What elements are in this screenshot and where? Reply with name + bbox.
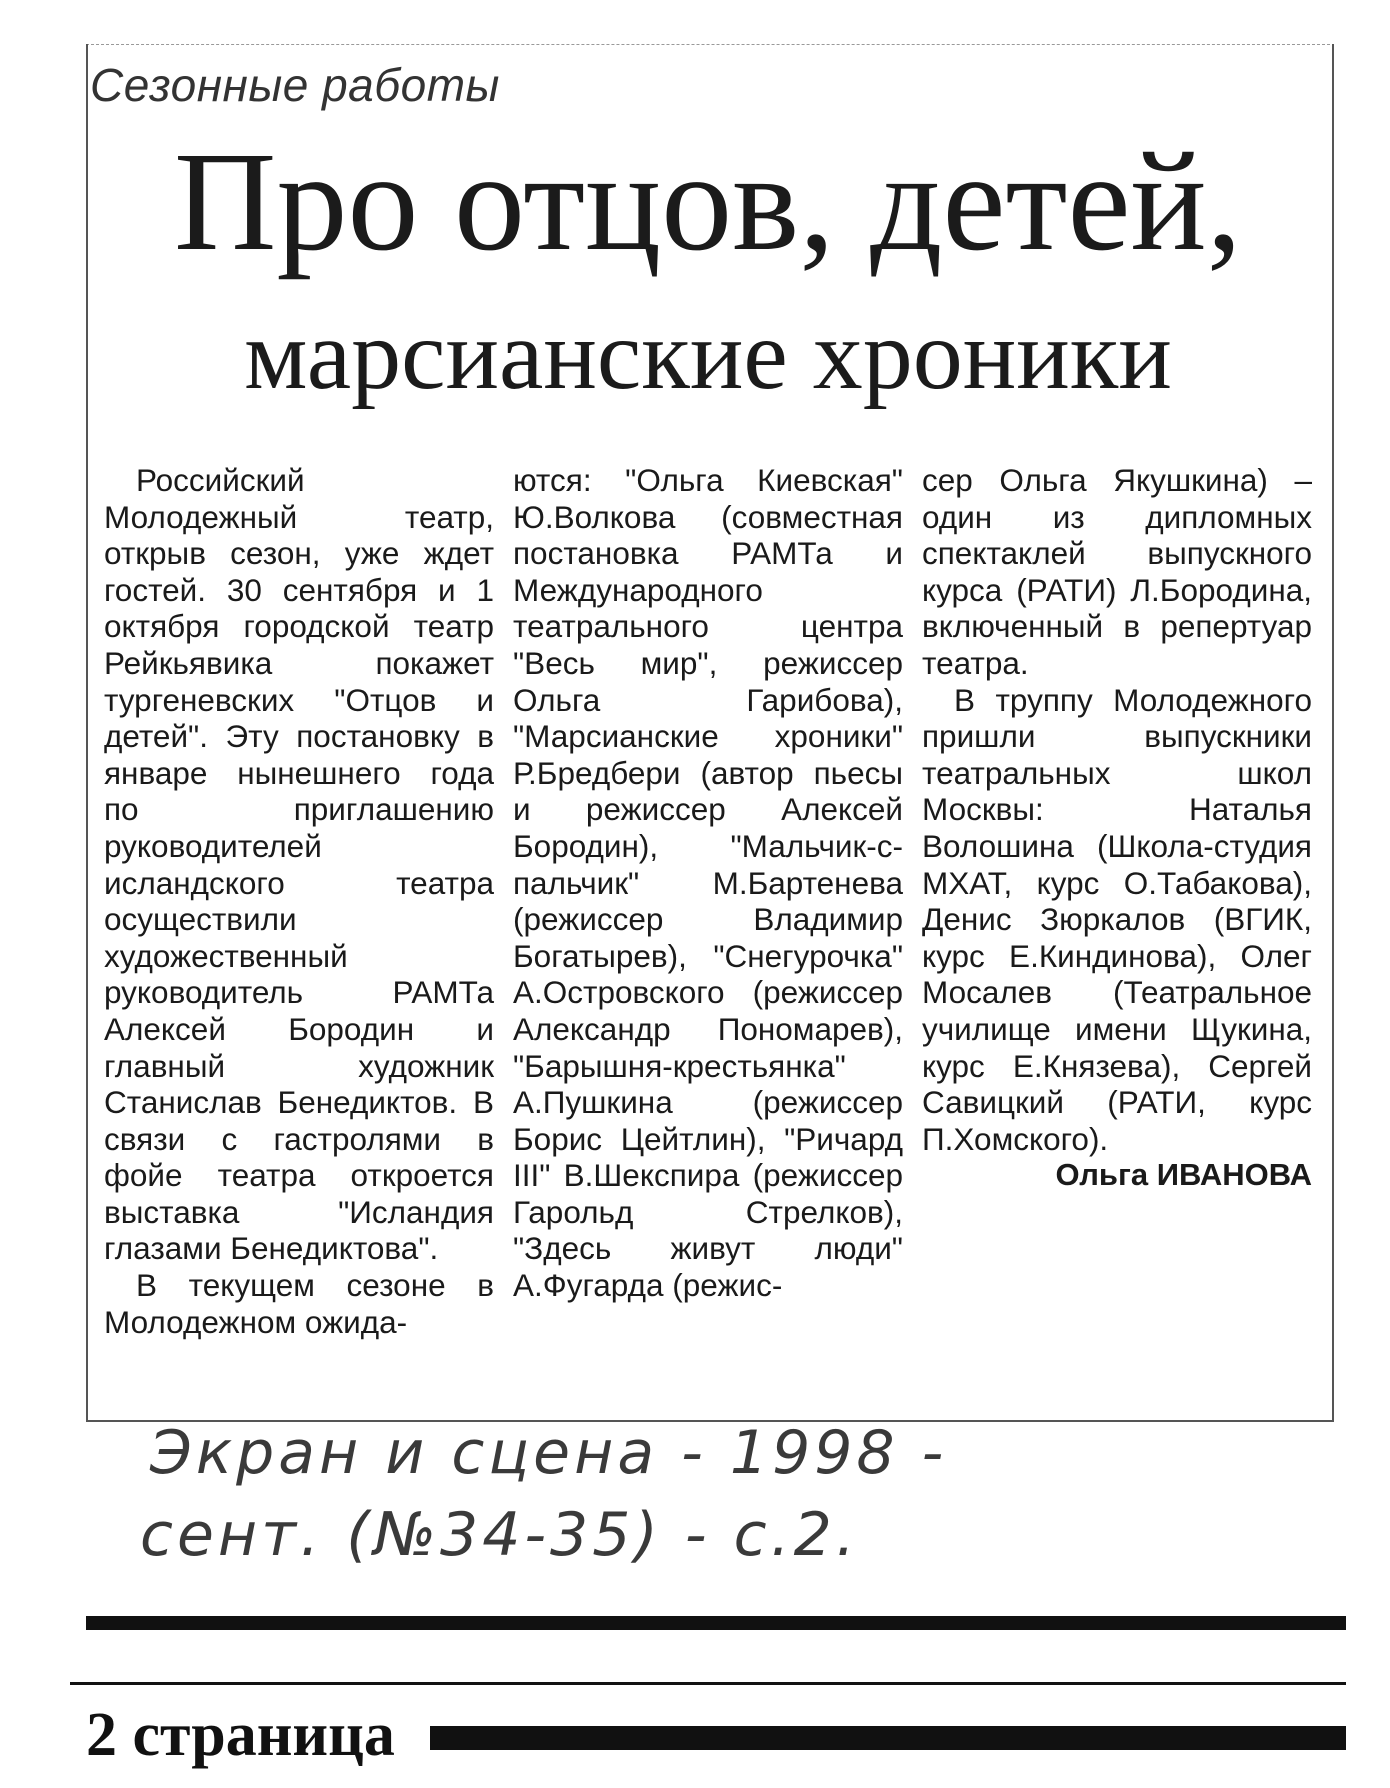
divider-thick: [86, 1616, 1346, 1630]
divider-thin: [70, 1682, 1346, 1685]
paragraph: Российский Молодежный театр, открыв сезон, уже ждет гостей. 30 сентября и 1 октября городской театр Рейкьявика покажет тургеневских "Отцов и детей". Эту постановку в январе нынешнего года по приглашению руководителей исландского театра осуществили художественный руководитель РАМТа Алексей Бородин и главный художник Станислав Бенедиктов. В связи с гастролями в фойе театра откроется выставка "Исландия глазами Бенедиктова".: [104, 462, 494, 1267]
article-column-3: [922, 462, 1312, 1382]
page-label: 2 страница: [86, 1701, 395, 1769]
paragraph: сер Ольга Якушкина) – один из дипломных спектаклей выпускного курса (РАТИ) Л.Бородина, включенный в репертуар театра.: [922, 462, 1312, 681]
handwritten-note-line-2: сент. (№34-35) - с.2.: [140, 1500, 859, 1570]
article-body: [104, 462, 1312, 1382]
paragraph: В текущем сезоне в Молодежном ожида-: [104, 1267, 494, 1340]
rubric: Сезонные работы: [90, 59, 500, 111]
headline-line-1: Про отцов, детей,: [173, 122, 1243, 280]
paragraph: ются: "Ольга Киевская" Ю.Волкова (совместная постановка РАМТа и Международного театрального центра "Весь мир", режиссер Ольга Гарибова), "Марсианские хроники" Р.Бредбери (автор пьесы и режиссер Алексей Бородин), "Мальчик-с-пальчик" М.Бартенева (режиссер Владимир Богатырев), "Снегурочка" А.Островского (режиссер Александр Пономарев), "Барышня-крестьянка" А.Пушкина (режиссер Борис Цейтлин), "Ричард III" В.Шекспира (режиссер Гарольд Стрелков), "Здесь живут люди" А.Фугарда (режис-: [513, 462, 903, 1304]
article-column-2: [513, 462, 903, 1382]
page-label-bar: [430, 1726, 1346, 1750]
handwritten-note-line-1: Экран и сцена - 1998 -: [150, 1418, 948, 1488]
paragraph: В труппу Молодежного пришли выпускники театральных школ Москвы: Наталья Волошина (Школа-студия МХАТ, курс О.Табакова), Денис Зюркалов (ВГИК, курс Е.Киндинова), Олег Мосалев (Театральное училище имени Щукина, курс Е.Князева), Сергей Савицкий (РАТИ, курс П.Хомского).: [922, 681, 1312, 1157]
author-byline: Ольга ИВАНОВА: [1055, 1157, 1312, 1193]
headline-line-2: марсианские хроники: [244, 299, 1172, 410]
article-column-1: [104, 462, 494, 1382]
